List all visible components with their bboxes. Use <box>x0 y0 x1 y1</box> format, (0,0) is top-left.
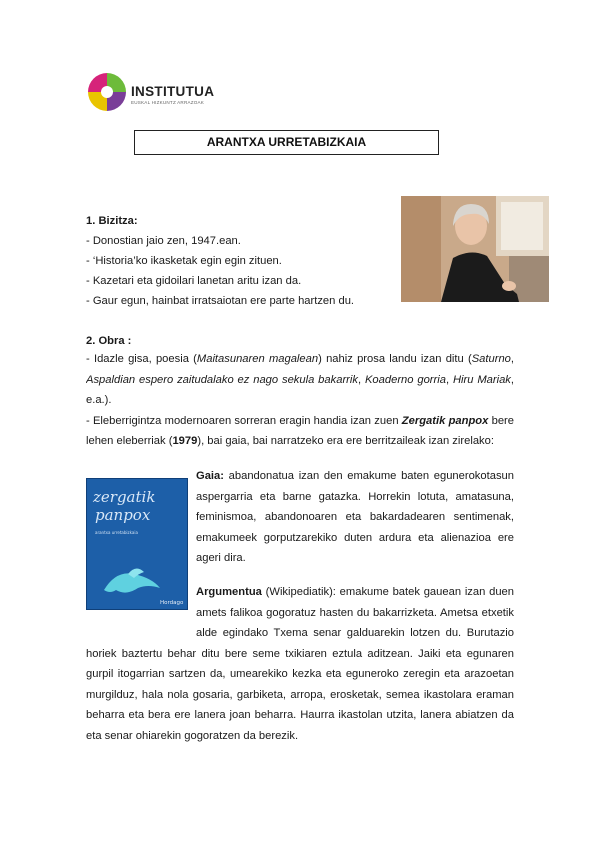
logo-tagline: EUSKAL HIZKUNTZ ARRAZOAK <box>131 100 205 105</box>
gaia-line <box>196 466 514 487</box>
cover-author: arantxa urretabizkaia <box>95 530 138 535</box>
argumentua-line <box>196 582 514 603</box>
obra-line <box>86 349 514 370</box>
argumentua-text: alde egindako Txema senar galduarekin lotzen du. Burutazio <box>196 627 514 639</box>
argumentua-paragraph-bottom <box>86 644 514 747</box>
portrait-window-glass <box>501 202 543 250</box>
gaia-line <box>196 528 514 549</box>
publication-year: 1979 <box>172 435 198 447</box>
gaia-line <box>196 487 514 508</box>
argumentua-text: (Wikipediatik): emakume batek gauean izan duen <box>261 586 514 598</box>
obra-line <box>86 390 514 411</box>
argumentua-line <box>196 623 514 644</box>
argumentua-line <box>86 705 514 726</box>
bizitza-item: - Gaur egun, hainbat irratsaiotan ere parte hartzen du. <box>86 295 355 307</box>
logo-center <box>101 86 113 98</box>
obra-text: , <box>510 353 514 365</box>
obra-paragraph <box>86 349 514 452</box>
argumentua-paragraph-top <box>196 582 514 644</box>
obra-line <box>86 431 514 452</box>
gaia-paragraph <box>196 466 514 569</box>
portrait-wall <box>401 196 441 302</box>
argumentua-line <box>86 664 514 685</box>
cover-title-line1: zergatik <box>93 488 156 506</box>
cover-publisher: Hordago <box>160 600 184 606</box>
obra-text: - Eleberrigintza modernoaren sorreran eragin handia izan zuen <box>86 414 402 427</box>
work-title-featured: Zergatik panpox <box>401 414 489 427</box>
argumentua-text: gurpil itogarrian sartzen da, umearekiko kezka eta eguneroko zeregin eta arazoetan <box>86 668 514 680</box>
argumentua-line <box>86 644 514 665</box>
argumentua-text: horiek baztertu behar ditu bere seme txikiaren eztula aditzean. Jaiki eta egunaren <box>86 647 514 660</box>
obra-text: lehen eleberriak ( <box>86 435 173 447</box>
obra-text: , <box>357 373 365 386</box>
work-title: Hiru Mariak <box>452 373 511 386</box>
work-title: Aspaldian espero zaitudalako ez nago sekula bakarrik <box>86 373 358 386</box>
book-cover-image <box>86 478 188 610</box>
logo-mark-icon <box>86 71 128 113</box>
work-title: Saturno <box>471 353 511 365</box>
work-title: Koaderno gorria <box>364 373 446 386</box>
obra-text: - Idazle gisa, poesia ( <box>86 353 197 365</box>
argumentua-text: murgilduz, hala nola gosaria, garbiketa, arropa, erosketak, semea ikastolara eraman <box>86 688 514 701</box>
obra-line <box>86 370 514 391</box>
gaia-text: abandonatua izan den emakume baten egunerokotasun <box>223 470 514 482</box>
obra-text: e.a.). <box>86 394 112 406</box>
section-heading-bizitza: 1. Bizitza: <box>86 215 138 227</box>
gaia-text: ageri dira. <box>196 552 246 564</box>
argumentua-text: eta senar ohiarekin gogoratzen da berezik. <box>86 729 299 742</box>
obra-line <box>86 411 514 432</box>
argumentua-text: beharra eta bera ere lanera joan beharra. Haurra ikastolan utzita, lanera abiatzen da <box>86 709 514 721</box>
gaia-line <box>196 548 514 569</box>
argumentua-line <box>196 603 514 624</box>
section-heading-obra: 2. Obra : <box>86 335 132 347</box>
portrait-hand <box>502 281 516 291</box>
argumentua-label: Argumentua <box>196 586 262 598</box>
author-portrait-image <box>401 196 549 302</box>
institute-logo <box>86 71 216 113</box>
argumentua-line <box>86 726 514 747</box>
cover-title-line2: panpox <box>95 506 151 524</box>
obra-text: bere <box>488 414 514 427</box>
argumentua-line <box>86 685 514 706</box>
work-title: Maitasunaren magalean <box>196 353 319 365</box>
bizitza-item: - Kazetari eta gidoilari lanetan aritu izan da. <box>86 275 302 287</box>
gaia-text: emakumeek gorputzarekiko duten ardura eta alienazioa ere <box>196 531 514 544</box>
obra-text: , <box>510 373 514 386</box>
obra-text: , <box>445 373 453 386</box>
logo-wordmark: INSTITUTUA <box>131 84 215 99</box>
obra-text: ) nahiz prosa landu izan ditu ( <box>318 353 472 365</box>
page-title: ARANTXA URRETABIZKAIA <box>134 130 439 155</box>
bizitza-item: - ‘Historia’ko ikasketak egin egin zituen. <box>86 255 282 267</box>
gaia-text: feminismoa, abandonoaren eta bakardadearen sentimenak, <box>196 511 514 523</box>
bizitza-item: - Donostian jaio zen, 1947.ean. <box>86 235 241 247</box>
obra-text: ), bai gaia, bai narratzeko era ere berritzaileak izan zirelako: <box>197 435 494 447</box>
gaia-line <box>196 507 514 528</box>
gaia-text: aspergarria eta barne gatazka. Horrekin lotuta, amatasuna, <box>196 490 514 503</box>
argumentua-text: amets falikoa gogoratuz hasten du bakarrizketa. Ametsa etxetik <box>196 606 514 619</box>
gaia-label: Gaia: <box>196 470 224 482</box>
